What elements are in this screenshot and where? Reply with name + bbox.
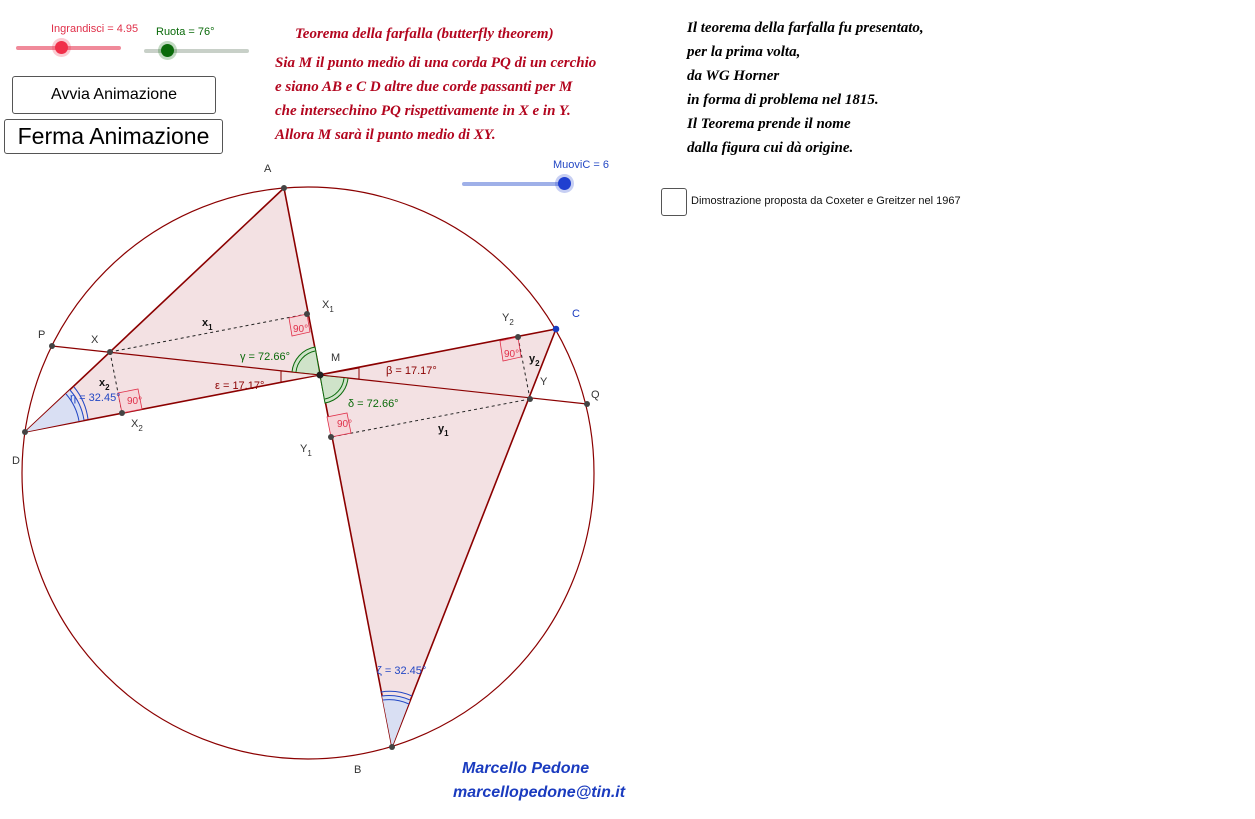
- history-line: per la prima volta,: [687, 44, 801, 60]
- point-P[interactable]: [49, 343, 55, 349]
- label-Y1: $Y_1$: [300, 443, 312, 458]
- theorem-line: e siano AB e C D altre due corde passanti per M: [275, 79, 573, 95]
- point-Y2: [515, 334, 521, 340]
- author-name: Marcello Pedone: [462, 760, 590, 777]
- label-y1: $y_1$: [438, 423, 449, 438]
- label-D: D: [12, 455, 20, 467]
- label-C: C: [572, 308, 580, 320]
- label-X: X: [91, 334, 99, 346]
- label-delta: δ = 72.66°: [348, 398, 399, 410]
- slider-ruota-track[interactable]: [144, 49, 249, 53]
- slider-ingrandisci-label: Ingrandisci = 4.95: [51, 23, 139, 35]
- slider-muovic-handle[interactable]: [558, 177, 571, 190]
- label-Q: Q: [591, 389, 600, 401]
- history-line: Il Teorema prende il nome: [687, 116, 851, 132]
- label-right-x2: 90°: [127, 396, 143, 407]
- author-email[interactable]: marcellopedone@tin.it: [453, 784, 626, 801]
- label-right-y2: 90°: [504, 349, 520, 360]
- point-X[interactable]: [107, 349, 113, 355]
- label-X1: $X_1$: [322, 299, 334, 314]
- triangle-CMB: [320, 329, 556, 747]
- label-X2: $X_2$: [131, 418, 143, 433]
- label-epsilon: ε = 17.17°: [215, 380, 265, 392]
- label-x1: $x_1$: [202, 317, 213, 332]
- point-X2: [119, 410, 125, 416]
- label-P: P: [38, 329, 46, 341]
- label-Y2: $Y_2$: [502, 312, 514, 327]
- theorem-title: Teorema della farfalla (butterfly theorem): [295, 26, 554, 42]
- angle-arc-zeta: [382, 695, 410, 747]
- label-B: B: [354, 764, 362, 776]
- point-D[interactable]: [22, 429, 28, 435]
- label-y2: $y_2$: [529, 353, 540, 368]
- slider-ingrandisci-track[interactable]: [16, 46, 121, 50]
- slider-ruota-handle[interactable]: [161, 44, 174, 57]
- slider-ingrandisci-handle[interactable]: [55, 41, 68, 54]
- point-C[interactable]: [553, 326, 560, 333]
- proof-checkbox[interactable]: [661, 188, 687, 216]
- point-M[interactable]: [317, 372, 324, 379]
- label-M: M: [331, 352, 341, 364]
- main-circle: [22, 187, 594, 759]
- label-beta: β = 17.17°: [386, 365, 437, 377]
- point-Q[interactable]: [584, 401, 590, 407]
- label-A: A: [264, 163, 272, 175]
- slider-muovic-label: MuoviC = 6: [553, 159, 609, 171]
- slider-muovic-track[interactable]: [462, 182, 567, 186]
- theorem-line: Sia M il punto medio di una corda PQ di un cerchio: [275, 55, 597, 71]
- label-x2: $x_2$: [99, 377, 110, 392]
- history-text: [687, 16, 924, 160]
- point-Y[interactable]: [527, 396, 533, 402]
- label-right-y1: 90°: [337, 419, 353, 430]
- point-Y1: [328, 434, 334, 440]
- label-gamma: γ = 72.66°: [240, 351, 290, 363]
- theorem-line: Allora M sarà il punto medio di XY.: [275, 127, 496, 143]
- label-right-x1: 90°: [293, 324, 309, 335]
- theorem-statement: [275, 51, 596, 147]
- theorem-line: che intersechino PQ rispettivamente in X e in Y.: [275, 103, 571, 119]
- label-eta: η = 32.45°: [70, 392, 121, 404]
- stop-animation-button[interactable]: Ferma Animazione: [4, 119, 223, 154]
- point-X1: [304, 311, 310, 317]
- label-Y: Y: [540, 376, 548, 388]
- history-line: Il teorema della farfalla fu presentato,: [687, 20, 924, 36]
- start-animation-button[interactable]: Avvia Animazione: [12, 76, 216, 114]
- history-line: in forma di problema nel 1815.: [687, 92, 879, 108]
- proof-checkbox-label[interactable]: Dimostrazione proposta da Coxeter e Greitzer nel 1967: [691, 195, 961, 207]
- slider-ruota-label: Ruota = 76°: [156, 26, 215, 38]
- point-B[interactable]: [389, 744, 395, 750]
- point-A[interactable]: [281, 185, 287, 191]
- label-zeta: ζ = 32.45°: [377, 665, 427, 677]
- history-line: da WG Horner: [687, 68, 780, 84]
- history-line: dalla figura cui dà origine.: [687, 140, 854, 156]
